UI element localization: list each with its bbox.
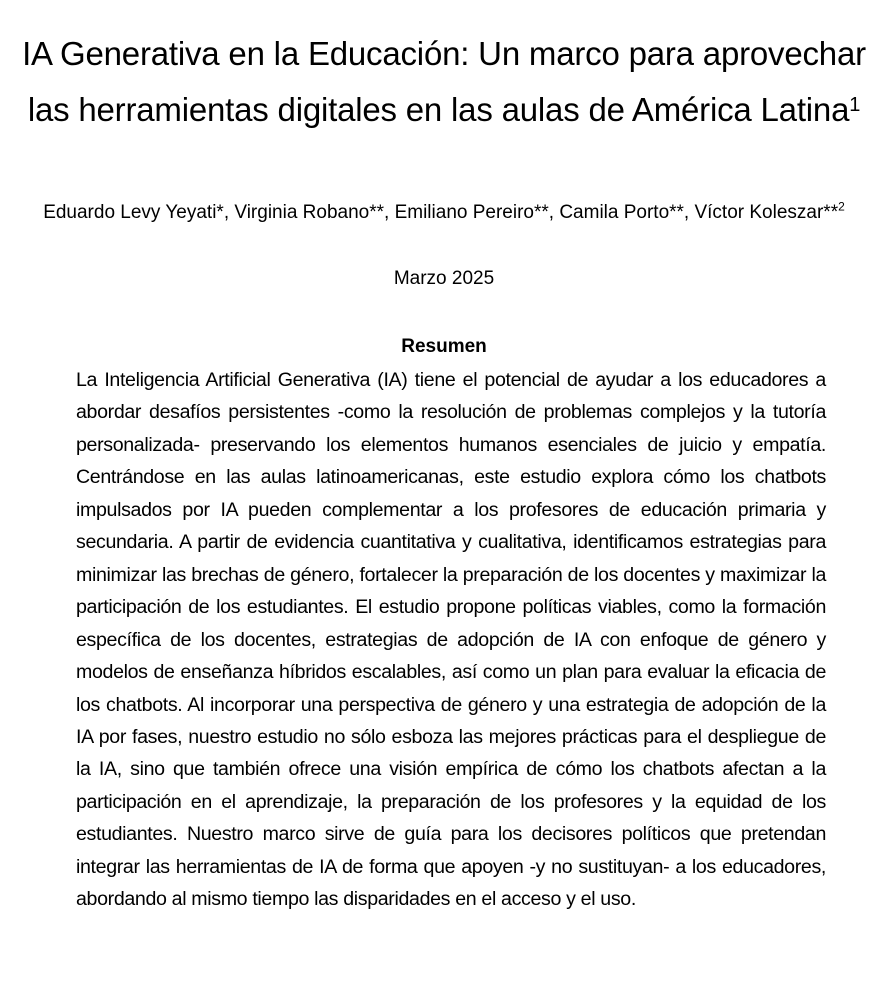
publication-date: Marzo 2025	[393, 268, 495, 289]
author-names: Eduardo Levy Yeyati*, Virginia Robano**, Emiliano Pereiro**, Camila Porto**, Víctor Koleszar**	[43, 202, 839, 223]
paper-title-text: IA Generativa en la Educación: Un marco para aprovechar las herramientas digitales en las aulas de América Latina	[22, 35, 866, 128]
author-footnote-marker: 2	[838, 199, 845, 214]
paper-title	[10, 26, 878, 138]
abstract-text: La Inteligencia Artificial Generativa (IA) tiene el potencial de ayudar a los educadores a abordar desafíos persistentes -como la resolución de problemas complejos y la tutoría personalizada- preservando los elementos humanos esenciales de juicio y empatía. Centrándose en las aulas latinoamericanas, este estudio explora cómo los chatbots impulsados por IA pueden complementar a los profesores de educación primaria y secundaria. A partir de evidencia cuantitativa y cualitativa, identificamos estrategias para minimizar las brechas de género, fortalecer la preparación de los docentes y maximizar la participación de los estudiantes. El estudio propone políticas viables, como la formación específica de los docentes, estrategias de adopción de IA con enfoque de género y modelos de enseñanza híbridos escalables, así como un plan para evaluar la eficacia de los chatbots. Al incorporar una perspectiva de género y una estrategia de adopción de la IA por fases, nuestro estudio no sólo esboza las mejores prácticas para el despliegue de la IA, sino que también ofrece una visión empírica de cómo los chatbots afectan a la participación en el aprendizaje, la preparación de los profesores y la equidad de los estudiantes. Nuestro marco sirve de guía para los decisores políticos que pretendan integrar las herramientas de IA de forma que apoyen -y no sustituyan- a los educadores, abordando al mismo tiempo las disparidades en el acceso y el uso.	[76, 369, 826, 911]
abstract-heading: Resumen	[401, 336, 487, 357]
title-footnote-marker: 1	[849, 94, 861, 116]
author-list	[20, 197, 868, 228]
